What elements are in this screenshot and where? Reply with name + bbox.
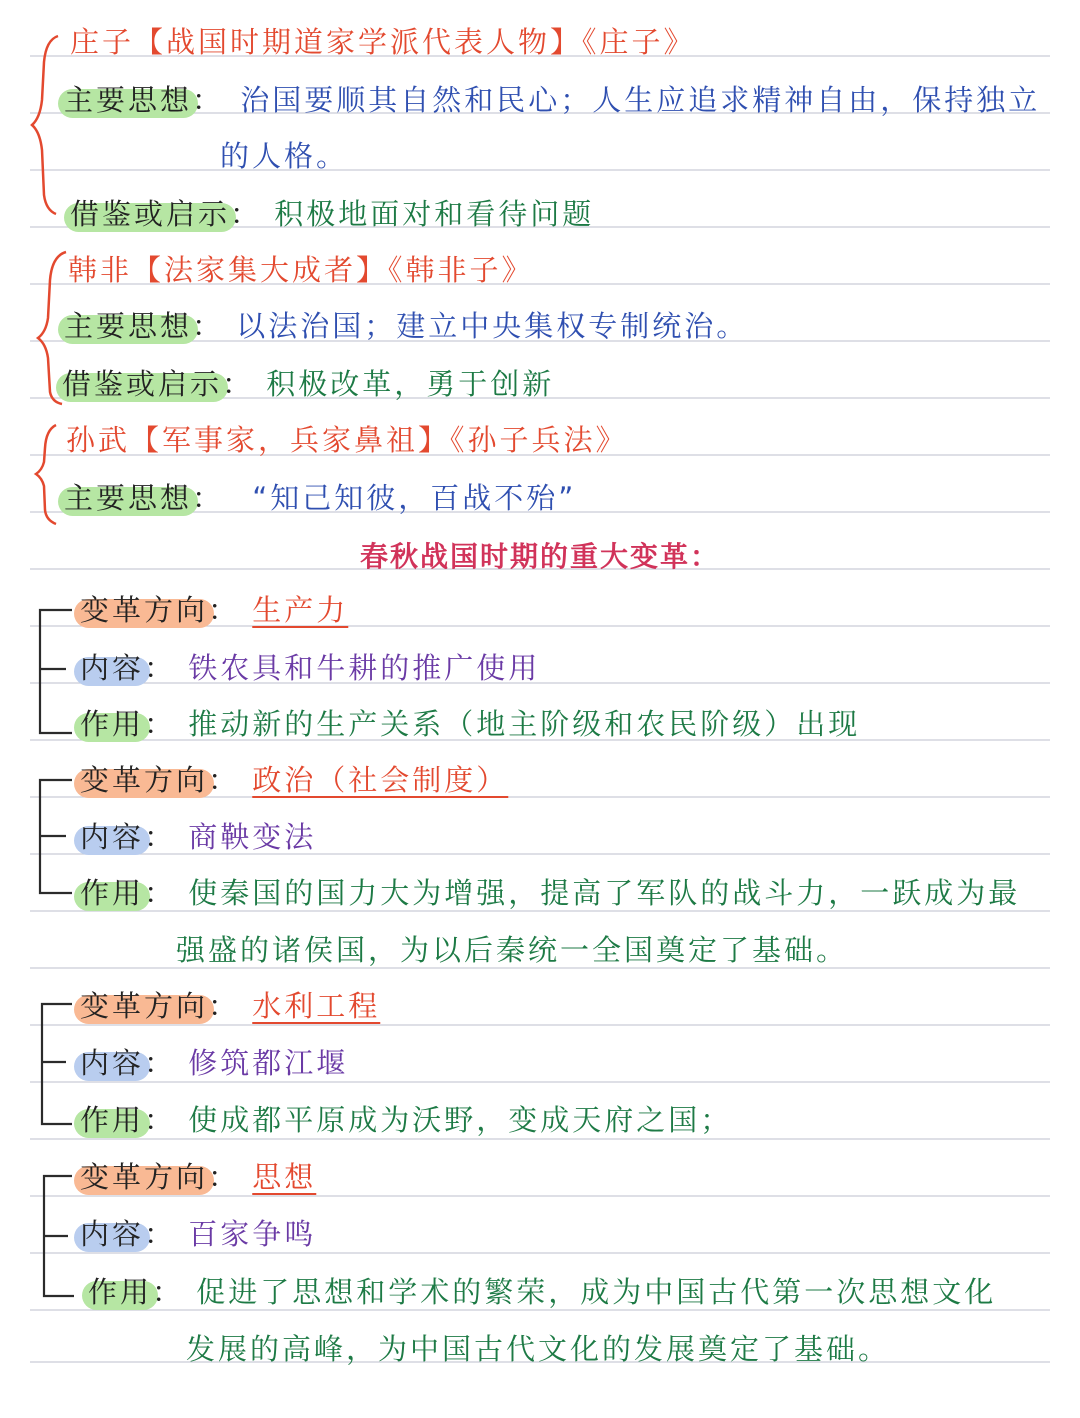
- zhuangzi-heading: 庄子【战国时期道家学派代表人物】《庄子》: [70, 25, 696, 59]
- reform-bracket-4: [44, 1176, 74, 1296]
- colon: ：: [144, 707, 177, 741]
- lesson-label: 借鉴或启示: [62, 364, 222, 404]
- effect-label: 作用: [80, 873, 144, 913]
- hanfei-idea-row: [64, 306, 748, 346]
- content-value: 铁农具和牛耕的推广使用: [188, 651, 541, 685]
- sunwu-idea-row: [64, 478, 576, 518]
- colon: ：: [208, 593, 241, 627]
- sunwu-heading: 孙武【军事家，兵家鼻祖】《孙子兵法》: [66, 423, 628, 457]
- colon: ：: [208, 1160, 241, 1194]
- hanfei-heading: 韩非【法家集大成者】《韩非子》: [68, 253, 534, 287]
- zhuangzi-idea-row: [64, 80, 1040, 120]
- idea-text: 治国要顺其自然和民心；人生应追求精神自由，保持独立: [240, 83, 1041, 117]
- effect-value: 推动新的生产关系（地主阶级和农民阶级）出现: [188, 707, 861, 741]
- colon: ：: [144, 1217, 177, 1251]
- effect-label: 作用: [80, 704, 144, 744]
- colon: ：: [144, 1046, 177, 1080]
- effect-label: 作用: [88, 1272, 152, 1312]
- reform-2-effect-row: [80, 873, 1020, 913]
- effect-label: 作用: [80, 1100, 144, 1140]
- reform-4-direction-row: [80, 1157, 316, 1197]
- reform-bracket-3: [42, 1004, 72, 1124]
- colon: ：: [230, 197, 263, 231]
- reform-2-direction-row: [80, 760, 508, 800]
- colon: ：: [192, 83, 225, 117]
- reform-3-effect-row: [80, 1100, 732, 1140]
- lesson-text: 积极改革，勇于创新: [266, 367, 555, 401]
- content-label: 内容: [80, 1043, 144, 1083]
- reform-bracket-2: [40, 780, 72, 893]
- zhuangzi-brace: [32, 36, 58, 214]
- colon: ：: [144, 876, 177, 910]
- direction-label: 变革方向: [80, 590, 208, 630]
- colon: ：: [208, 989, 241, 1023]
- idea-label: 主要思想: [64, 306, 192, 346]
- colon: ：: [192, 309, 225, 343]
- reform-4-effect-row: [88, 1272, 996, 1312]
- content-label: 内容: [80, 1214, 144, 1254]
- colon: ：: [144, 820, 177, 854]
- reform-2-content-row: [80, 817, 316, 857]
- colon: ：: [144, 1103, 177, 1137]
- content-label: 内容: [80, 817, 144, 857]
- reform-bracket-1: [40, 610, 72, 733]
- content-label: 内容: [80, 648, 144, 688]
- reform-1-content-row: [80, 648, 540, 688]
- direction-value: 生产力: [252, 593, 349, 627]
- effect-value: 使秦国的国力大为增强，提高了军队的战斗力，一跃成为最: [188, 876, 1021, 910]
- direction-label: 变革方向: [80, 986, 208, 1026]
- content-value: 修筑都江堰: [188, 1046, 349, 1080]
- effect-value: 促进了思想和学术的繁荣，成为中国古代第一次思想文化: [196, 1275, 997, 1309]
- lesson-text: 积极地面对和看待问题: [274, 197, 595, 231]
- sunwu-brace: [36, 425, 56, 524]
- reform-3-content-row: [80, 1043, 348, 1083]
- reform-3-direction-row: [80, 986, 380, 1026]
- idea-label: 主要思想: [64, 80, 192, 120]
- idea-text: 以法治国；建立中央集权专制统治。: [236, 309, 749, 343]
- reform-2-effect-cont: 强盛的诸侯国，为以后秦统一全国奠定了基础。: [176, 933, 849, 967]
- colon: ：: [144, 651, 177, 685]
- direction-label: 变革方向: [80, 1157, 208, 1197]
- effect-value: 使成都平原成为沃野，变成天府之国；: [188, 1103, 733, 1137]
- section-title: 春秋战国时期的重大变革：: [359, 540, 720, 573]
- reform-4-content-row: [80, 1214, 316, 1254]
- colon: ：: [192, 481, 225, 515]
- reform-1-effect-row: [80, 704, 860, 744]
- idea-text: “知己知彼，百战不殆”: [252, 481, 577, 515]
- colon: ：: [152, 1275, 185, 1309]
- direction-value: 水利工程: [252, 989, 381, 1023]
- lesson-label: 借鉴或启示: [70, 194, 230, 234]
- zhuangzi-lesson-row: [70, 194, 594, 234]
- direction-label: 变革方向: [80, 760, 208, 800]
- colon: ：: [208, 763, 241, 797]
- zhuangzi-idea-text-cont: 的人格。: [220, 139, 349, 173]
- reform-4-effect-cont: 发展的高峰，为中国古代文化的发展奠定了基础。: [186, 1332, 891, 1366]
- content-value: 商鞅变法: [188, 820, 317, 854]
- hanfei-lesson-row: [62, 364, 554, 404]
- content-value: 百家争鸣: [188, 1217, 317, 1251]
- reform-1-direction-row: [80, 590, 348, 630]
- colon: ：: [222, 367, 255, 401]
- idea-label: 主要思想: [64, 478, 192, 518]
- direction-value: 思想: [252, 1160, 317, 1194]
- direction-value: 政治（社会制度）: [252, 763, 509, 797]
